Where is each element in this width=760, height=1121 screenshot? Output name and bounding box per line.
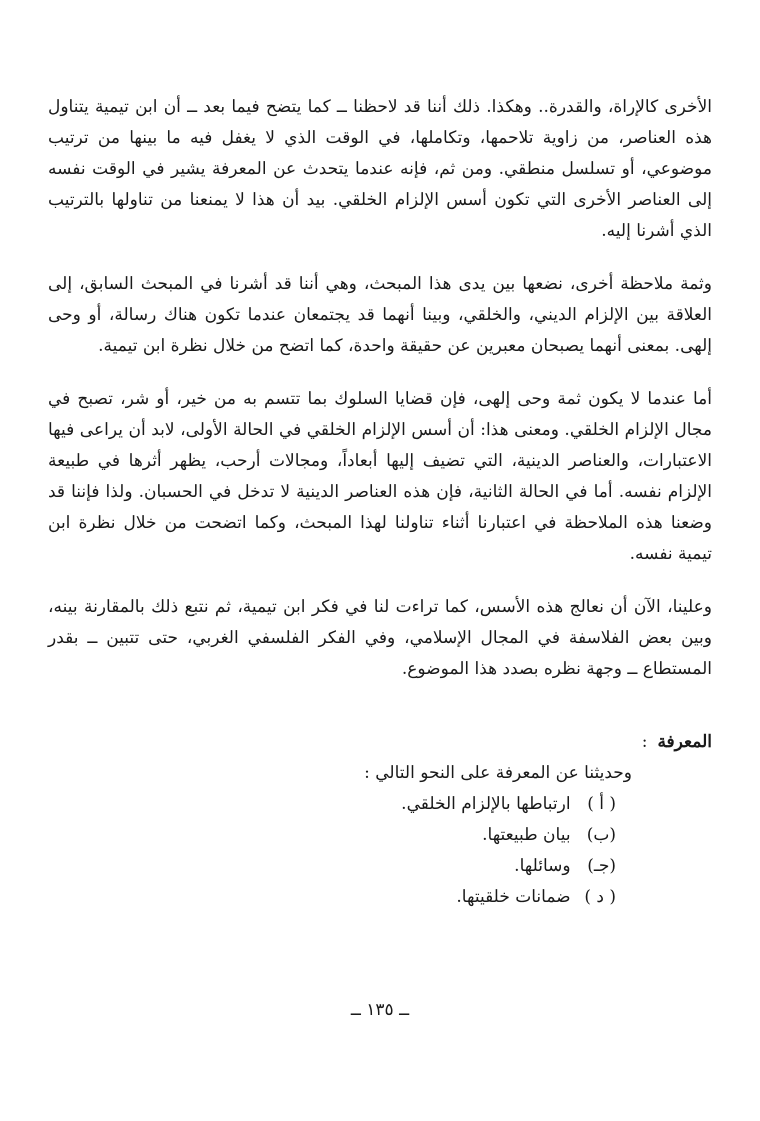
paragraph-2: وثمة ملاحظة أخرى، نضعها بين يدى هذا المبحث، وهي أننا قد أشرنا في المبحث السابق، إلى العلاقة بين الإلزام الديني، والخلقي، وبينا أنهما قد يجتمعان عندما تكون هناك رسالة، أو وحى إلهى. بمعنى أنهما يصبحان معبرين عن حقيقة واحدة، كما اتضح من خلال نظرة ابن تيمية. [48, 274, 712, 356]
list-item [48, 882, 616, 913]
list-item [48, 789, 616, 820]
paragraph-3: أما عندما لا يكون ثمة وحى إلهى، فإن قضايا السلوك بما تتسم به من خير، أو شر، تصبح في مجال الإلزام الخلقي. ومعنى هذا: أن أسس الإلزام الخلقي في الحالة الأولى، لابد أن يراعى فيها الاعتبارات، والعناصر الدينية، التي تضيف إليها أبعاداً، ومجالات أرحب، يظهر أثرها في طبيعة الإلزام نفسه. أما في الحالة الثانية، فإن هذه العناصر الدينية لا تدخل في الحسبان. ولذا فإننا قد وضعنا هذه الملاحظة في اعتبارنا أثناء تناولنا لهذا المبحث، وكما اتضحت من خلال نظرة ابن تيمية نفسه. [48, 389, 712, 564]
paragraph-1: الأخرى كالإراة، والقدرة.. وهكذا. ذلك أننا قد لاحظنا ــ كما يتضح فيما بعد ــ أن ابن تيمية يتناول هذه العناصر، من زاوية تلاحمها، وتكاملها، في الوقت الذي لا يغفل فيه ما بينها من ترتيب موضوعي، أو تسلسل منطقي. ومن ثم، فإنه عندما يتحدث عن المعرفة يشير في الوقت نفسه إلى العناصر الأخرى التي تكون أسس الإلزام الخلقي. بيد أن هذا لا يمنعنا من تناولها بالترتيب الذي أشرنا إليه. [48, 97, 712, 241]
list-item-marker: ( د ) [584, 887, 616, 907]
list-item [48, 851, 616, 882]
topic-list [48, 789, 712, 913]
section-intro: وحديثنا عن المعرفة على النحو التالي : [364, 763, 632, 783]
list-item-marker: (ب) [586, 825, 616, 845]
list-item-marker: (جـ) [587, 856, 616, 876]
list-item-marker: ( أ ) [587, 794, 616, 814]
section-heading-colon: : [641, 732, 648, 752]
page-number: ــ ١٣٥ ــ [350, 1000, 410, 1020]
page-body [48, 92, 712, 913]
list-item-text: وسائلها. [514, 856, 571, 876]
section-heading [48, 727, 712, 758]
list-item-text: بيان طبيعتها. [482, 825, 571, 845]
section-heading-title: المعرفة [657, 732, 712, 752]
list-item [48, 820, 616, 851]
list-item-text: ضمانات خلقيتها. [456, 887, 571, 907]
list-item-text: ارتباطها بالإلزام الخلقي. [401, 794, 571, 814]
paragraph-4: وعلينا، الآن أن نعالج هذه الأسس، كما تراءت لنا في فكر ابن تيمية، ثم نتبع ذلك بالمقارنة بينه، وبين بعض الفلاسفة في المجال الإسلامي، وفي الفكر الفلسفي الغربي، حتى تتبين ــ بقدر المستطاع ــ وجهة نظره بصدد هذا الموضوع. [48, 597, 712, 679]
